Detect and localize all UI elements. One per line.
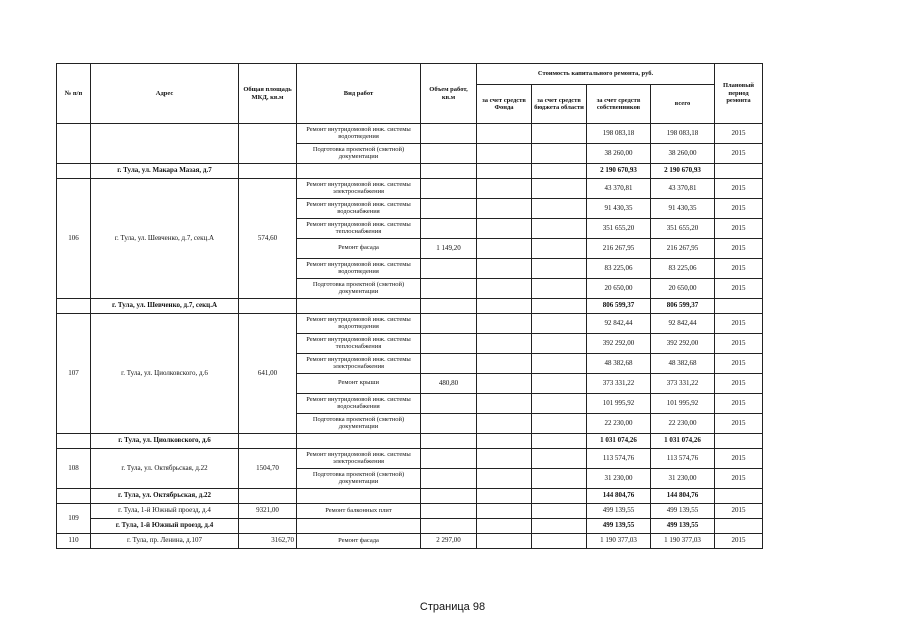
subtotal-owners: 1 031 074,26 [587, 434, 651, 449]
work-type-cell: Подготовка проектной (сметной) документации [297, 144, 421, 164]
owners-cell: 198 083,18 [587, 124, 651, 144]
total-cell: 31 230,00 [651, 469, 715, 489]
table-row [57, 534, 763, 549]
period-cell: 2015 [715, 179, 763, 199]
work-type-cell: Ремонт фасада [297, 534, 421, 549]
work-type-cell: Ремонт внутридомовой инж. системы теплоснабжения [297, 219, 421, 239]
period-cell: 2015 [715, 124, 763, 144]
header-volume: Объем работ, кв.м [421, 64, 477, 124]
subtotal-address: г. Тула, 1-й Южный проезд, д.4 [91, 519, 239, 534]
work-type-cell: Подготовка проектной (сметной) документации [297, 469, 421, 489]
work-type-cell: Ремонт внутридомовой инж. системы водоотведения [297, 124, 421, 144]
subtotal-row [57, 489, 763, 504]
total-cell: 43 370,81 [651, 179, 715, 199]
period-cell: 2015 [715, 144, 763, 164]
table-row [57, 449, 763, 469]
total-cell: 499 139,55 [651, 504, 715, 519]
subtotal-owners: 2 190 670,93 [587, 164, 651, 179]
owners-cell: 38 260,00 [587, 144, 651, 164]
subtotal-address: г. Тула, ул. Октябрьская, д.22 [91, 489, 239, 504]
row-number: 110 [57, 534, 91, 549]
total-cell: 91 430,35 [651, 199, 715, 219]
area-cell: 1504,70 [239, 449, 297, 489]
total-cell: 38 260,00 [651, 144, 715, 164]
subtotal-total: 2 190 670,93 [651, 164, 715, 179]
owners-cell: 351 655,20 [587, 219, 651, 239]
total-cell: 351 655,20 [651, 219, 715, 239]
period-cell: 2015 [715, 279, 763, 299]
owners-cell: 216 267,95 [587, 239, 651, 259]
row-number: 109 [57, 504, 91, 534]
total-cell: 113 574,76 [651, 449, 715, 469]
volume-cell: 1 149,20 [421, 239, 477, 259]
work-type-cell: Ремонт внутридомовой инж. системы водоотведения [297, 259, 421, 279]
period-cell: 2015 [715, 259, 763, 279]
period-cell: 2015 [715, 469, 763, 489]
owners-cell: 43 370,81 [587, 179, 651, 199]
period-cell: 2015 [715, 354, 763, 374]
address-cell: г. Тула, ул. Циолковского, д.6 [91, 314, 239, 434]
owners-cell: 22 230,00 [587, 414, 651, 434]
period-cell: 2015 [715, 394, 763, 414]
total-cell: 83 225,06 [651, 259, 715, 279]
subtotal-total: 1 031 074,26 [651, 434, 715, 449]
area-cell: 3162,70 [239, 534, 297, 549]
row-number: 106 [57, 179, 91, 299]
subtotal-owners: 144 804,76 [587, 489, 651, 504]
work-type-cell: Ремонт внутридомовой инж. системы водоснабжения [297, 199, 421, 219]
period-cell: 2015 [715, 414, 763, 434]
volume-cell: 2 297,00 [421, 534, 477, 549]
subtotal-row [57, 434, 763, 449]
address-cell: г. Тула, ул. Шевченко, д.7, секц.А [91, 179, 239, 299]
work-type-cell: Подготовка проектной (сметной) документации [297, 414, 421, 434]
work-type-cell: Ремонт внутридомовой инж. системы электроснабжения [297, 354, 421, 374]
header-budget: за счет средств бюджета области [532, 85, 587, 124]
total-cell: 392 292,00 [651, 334, 715, 354]
period-cell: 2015 [715, 314, 763, 334]
table-row [57, 124, 763, 144]
owners-cell: 373 331,22 [587, 374, 651, 394]
work-type-cell: Ремонт внутридомовой инж. системы электроснабжения [297, 179, 421, 199]
header-total: всего [651, 85, 715, 124]
work-type-cell: Ремонт фасада [297, 239, 421, 259]
header-work-type: Вид работ [297, 64, 421, 124]
subtotal-total: 499 139,55 [651, 519, 715, 534]
owners-cell: 1 190 377,03 [587, 534, 651, 549]
owners-cell: 499 139,55 [587, 504, 651, 519]
total-cell: 198 083,18 [651, 124, 715, 144]
work-type-cell: Ремонт внутридомовой инж. системы электроснабжения [297, 449, 421, 469]
table-row [57, 179, 763, 199]
subtotal-total: 806 599,37 [651, 299, 715, 314]
row-number: 107 [57, 314, 91, 434]
total-cell: 22 230,00 [651, 414, 715, 434]
header-cost-group: Стоимость капитального ремонта, руб. [477, 64, 715, 85]
work-type-cell: Ремонт крыши [297, 374, 421, 394]
area-cell: 9321,00 [239, 504, 297, 519]
owners-cell: 48 382,68 [587, 354, 651, 374]
period-cell: 2015 [715, 534, 763, 549]
subtotal-owners: 499 139,55 [587, 519, 651, 534]
subtotal-address: г. Тула, ул. Макара Мазая, д.7 [91, 164, 239, 179]
row-number: 108 [57, 449, 91, 489]
work-type-cell: Ремонт внутридомовой инж. системы водоснабжения [297, 394, 421, 414]
address-cell: г. Тула, ул. Октябрьская, д.22 [91, 449, 239, 489]
total-cell: 216 267,95 [651, 239, 715, 259]
period-cell: 2015 [715, 199, 763, 219]
period-cell: 2015 [715, 449, 763, 469]
header-fund: за счет средств Фонда [477, 85, 532, 124]
work-type-cell: Ремонт внутридомовой инж. системы теплоснабжения [297, 334, 421, 354]
period-cell: 2015 [715, 504, 763, 519]
header-owners: за счет средств собственников [587, 85, 651, 124]
owners-cell: 91 430,35 [587, 199, 651, 219]
volume-cell: 480,80 [421, 374, 477, 394]
table-row [57, 314, 763, 334]
header-num: № п/п [57, 64, 91, 124]
owners-cell: 92 842,44 [587, 314, 651, 334]
period-cell: 2015 [715, 239, 763, 259]
owners-cell: 83 225,06 [587, 259, 651, 279]
repair-schedule-table [56, 63, 763, 549]
work-type-cell: Ремонт балконных плит [297, 504, 421, 519]
table-row [57, 504, 763, 519]
owners-cell: 113 574,76 [587, 449, 651, 469]
header-area: Общая площадь МКД, кв.м [239, 64, 297, 124]
total-cell: 92 842,44 [651, 314, 715, 334]
header-address: Адрес [91, 64, 239, 124]
total-cell: 101 995,92 [651, 394, 715, 414]
owners-cell: 31 230,00 [587, 469, 651, 489]
address-cell: г. Тула, пр. Ленина, д.107 [91, 534, 239, 549]
header-period: Плановый период ремонта [715, 64, 763, 124]
total-cell: 20 650,00 [651, 279, 715, 299]
total-cell: 48 382,68 [651, 354, 715, 374]
owners-cell: 20 650,00 [587, 279, 651, 299]
address-cell: г. Тула, 1-й Южный проезд, д.4 [91, 504, 239, 519]
subtotal-owners: 806 599,37 [587, 299, 651, 314]
total-cell: 373 331,22 [651, 374, 715, 394]
period-cell: 2015 [715, 334, 763, 354]
work-type-cell: Подготовка проектной (сметной) документации [297, 279, 421, 299]
work-type-cell: Ремонт внутридомовой инж. системы водоотведения [297, 314, 421, 334]
owners-cell: 392 292,00 [587, 334, 651, 354]
period-cell: 2015 [715, 219, 763, 239]
owners-cell: 101 995,92 [587, 394, 651, 414]
area-cell: 641,00 [239, 314, 297, 434]
subtotal-row [57, 164, 763, 179]
subtotal-address: г. Тула, ул. Циолковского, д.6 [91, 434, 239, 449]
page-number: Страница 98 [419, 601, 486, 613]
total-cell: 1 190 377,03 [651, 534, 715, 549]
subtotal-total: 144 804,76 [651, 489, 715, 504]
subtotal-row [57, 299, 763, 314]
period-cell: 2015 [715, 374, 763, 394]
subtotal-address: г. Тула, ул. Шевченко, д.7, секц.А [91, 299, 239, 314]
subtotal-row [57, 519, 763, 534]
area-cell: 574,60 [239, 179, 297, 299]
